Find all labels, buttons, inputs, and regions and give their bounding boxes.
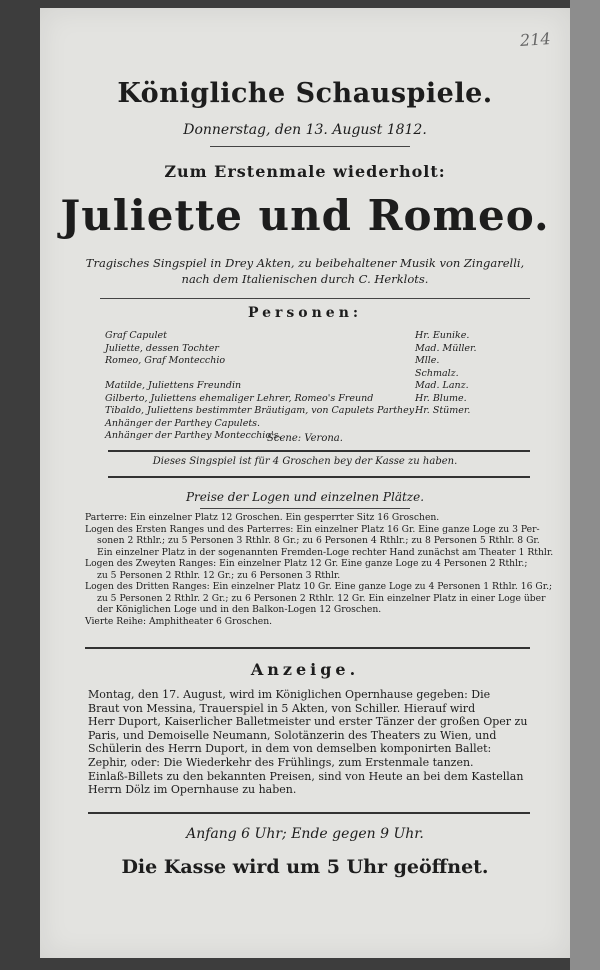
- cast-row: [105, 393, 485, 406]
- subtitle-divider: [100, 298, 530, 299]
- announcement-heading: Anzeige.: [250, 660, 360, 679]
- actor: [415, 418, 485, 431]
- cast-row: [105, 405, 485, 418]
- price-line: zu 5 Personen 2 Rthlr. 12 Gr.; zu 6 Personen 3 Rthlr.: [97, 569, 341, 581]
- role: Tibaldo, Juliettens bestimmter Bräutigam, von Capulets Parthey: [105, 405, 415, 416]
- header-divider: [210, 146, 410, 147]
- archive-number: 214: [519, 28, 552, 51]
- actor: Hr. Blume.: [415, 392, 467, 404]
- cast-row: [105, 380, 485, 393]
- price-line: Logen des Zweyten Ranges: Ein einzelner Platz 12 Gr. Eine ganze Loge zu 4 Personen 2 Rthlr.;: [85, 558, 528, 569]
- role: Anhänger der Parthey Capulets.: [105, 417, 261, 429]
- theatre-name: Königliche Schauspiele.: [117, 78, 493, 109]
- actor: Mlle. Schmalz.: [415, 355, 459, 379]
- announcement-divider: [88, 812, 530, 814]
- announcement-line: Braut von Messina, Trauerspiel in 5 Akten, von Schiller. Hierauf wird: [88, 701, 476, 715]
- repeat-note: Zum Erstenmale wiederholt:: [164, 162, 446, 181]
- libretto-divider: [108, 476, 530, 478]
- announcement-line: Herr Duport, Kaiserlicher Balletmeister und erster Tänzer der großen Oper zu: [88, 715, 528, 729]
- prices-divider: [85, 647, 530, 649]
- cast-divider: [108, 450, 530, 452]
- price-line: Parterre: Ein einzelner Platz 12 Groschen. Ein gesperrter Sitz 16 Groschen.: [85, 512, 440, 523]
- price-line: Ein einzelner Platz in der sogenannten Fremden-Loge rechter Hand zunächst am Theater 1 Rthlr.: [97, 546, 554, 558]
- cast-row: [105, 355, 485, 380]
- role: Anhänger der Parthey Montecchio's.: [105, 430, 282, 441]
- playbill-sheet: [40, 8, 570, 958]
- announcement-line: Paris, und Demoiselle Neumann, Solotänzerin des Theaters zu Wien, und: [88, 728, 497, 742]
- performance-times: Anfang 6 Uhr; Ende gegen 9 Uhr.: [186, 826, 424, 842]
- role: Romeo, Graf Montecchio: [105, 355, 226, 366]
- prices-heading: Preise der Logen und einzelnen Plätze.: [185, 490, 425, 504]
- actor: Hr. Stümer.: [415, 405, 471, 416]
- role: Matilde, Juliettens Freundin: [105, 380, 242, 391]
- scan-margin: [570, 0, 600, 970]
- price-line: Vierte Reihe: Amphitheater 6 Groschen.: [85, 615, 273, 627]
- announcement-line: Zephir, oder: Die Wiederkehr des Frühlings, zum Erstenmale tanzen.: [88, 755, 474, 769]
- actor: Mad. Lanz.: [415, 380, 469, 391]
- price-line: sonen 2 Rthlr.; zu 5 Personen 3 Rthlr. 8 Gr.; zu 6 Personen 4 Rthlr.; zu 8 Personen 5 Rthlr. 8 Gr.: [97, 535, 540, 546]
- libretto-note: Dieses Singspiel ist für 4 Groschen bey der Kasse zu haben.: [152, 456, 458, 467]
- cast-row: [105, 418, 485, 431]
- price-line: der Königlichen Loge und in den Balkon-Logen 12 Groschen.: [97, 604, 382, 615]
- announcement-line: Montag, den 17. August, wird im Königlichen Opernhause gegeben: Die: [88, 688, 491, 701]
- price-list: [85, 512, 554, 627]
- announcement-line: Schülerin des Herrn Duport, in dem von demselben komponirten Ballet:: [88, 742, 492, 756]
- performance-date: Donnerstag, den 13. August 1812.: [183, 122, 427, 138]
- role: Graf Capulet: [105, 330, 167, 341]
- play-subtitle-1: Tragisches Singspiel in Drey Akten, zu beibehaltener Musik von Zingarelli,: [85, 256, 525, 270]
- role: Gilberto, Juliettens ehemaliger Lehrer, Romeo's Freund: [105, 392, 374, 404]
- play-subtitle-2: nach dem Italienischen durch C. Herklots.: [181, 272, 429, 286]
- box-office-opening: Die Kasse wird um 5 Uhr geöffnet.: [121, 856, 489, 878]
- scene-location: Scene: Verona.: [267, 433, 343, 444]
- play-title: Juliette und Romeo.: [60, 191, 550, 240]
- cast-list: [105, 330, 485, 443]
- price-line: Logen des Dritten Ranges: Ein einzelner Platz 10 Gr. Eine ganze Loge zu 4 Personen 1 Rthlr. 16 Gr.;: [85, 581, 553, 592]
- announcement-line: Einlaß-Billets zu den bekannten Preisen, sind von Heute an bei dem Kastellan: [88, 769, 524, 783]
- role: Juliette, dessen Tochter: [105, 342, 219, 354]
- cast-row: [105, 330, 485, 343]
- persons-heading: Personen:: [247, 305, 363, 321]
- price-line: Logen des Ersten Ranges und des Parterres: Ein einzelner Platz 16 Gr. Eine ganze Loge zu 3 Per-: [85, 523, 540, 535]
- prices-heading-rule: [200, 508, 410, 509]
- cast-row: [105, 343, 485, 356]
- actor: Mad. Müller.: [415, 342, 477, 354]
- announcement-line: Herrn Dölz im Opernhause zu haben.: [88, 783, 297, 797]
- price-line: zu 5 Personen 2 Rthlr. 2 Gr.; zu 6 Personen 2 Rthlr. 12 Gr. Ein einzelner Platz in einer Loge über: [97, 592, 546, 604]
- actor: Hr. Eunike.: [415, 330, 470, 341]
- announcement-text: [88, 688, 528, 797]
